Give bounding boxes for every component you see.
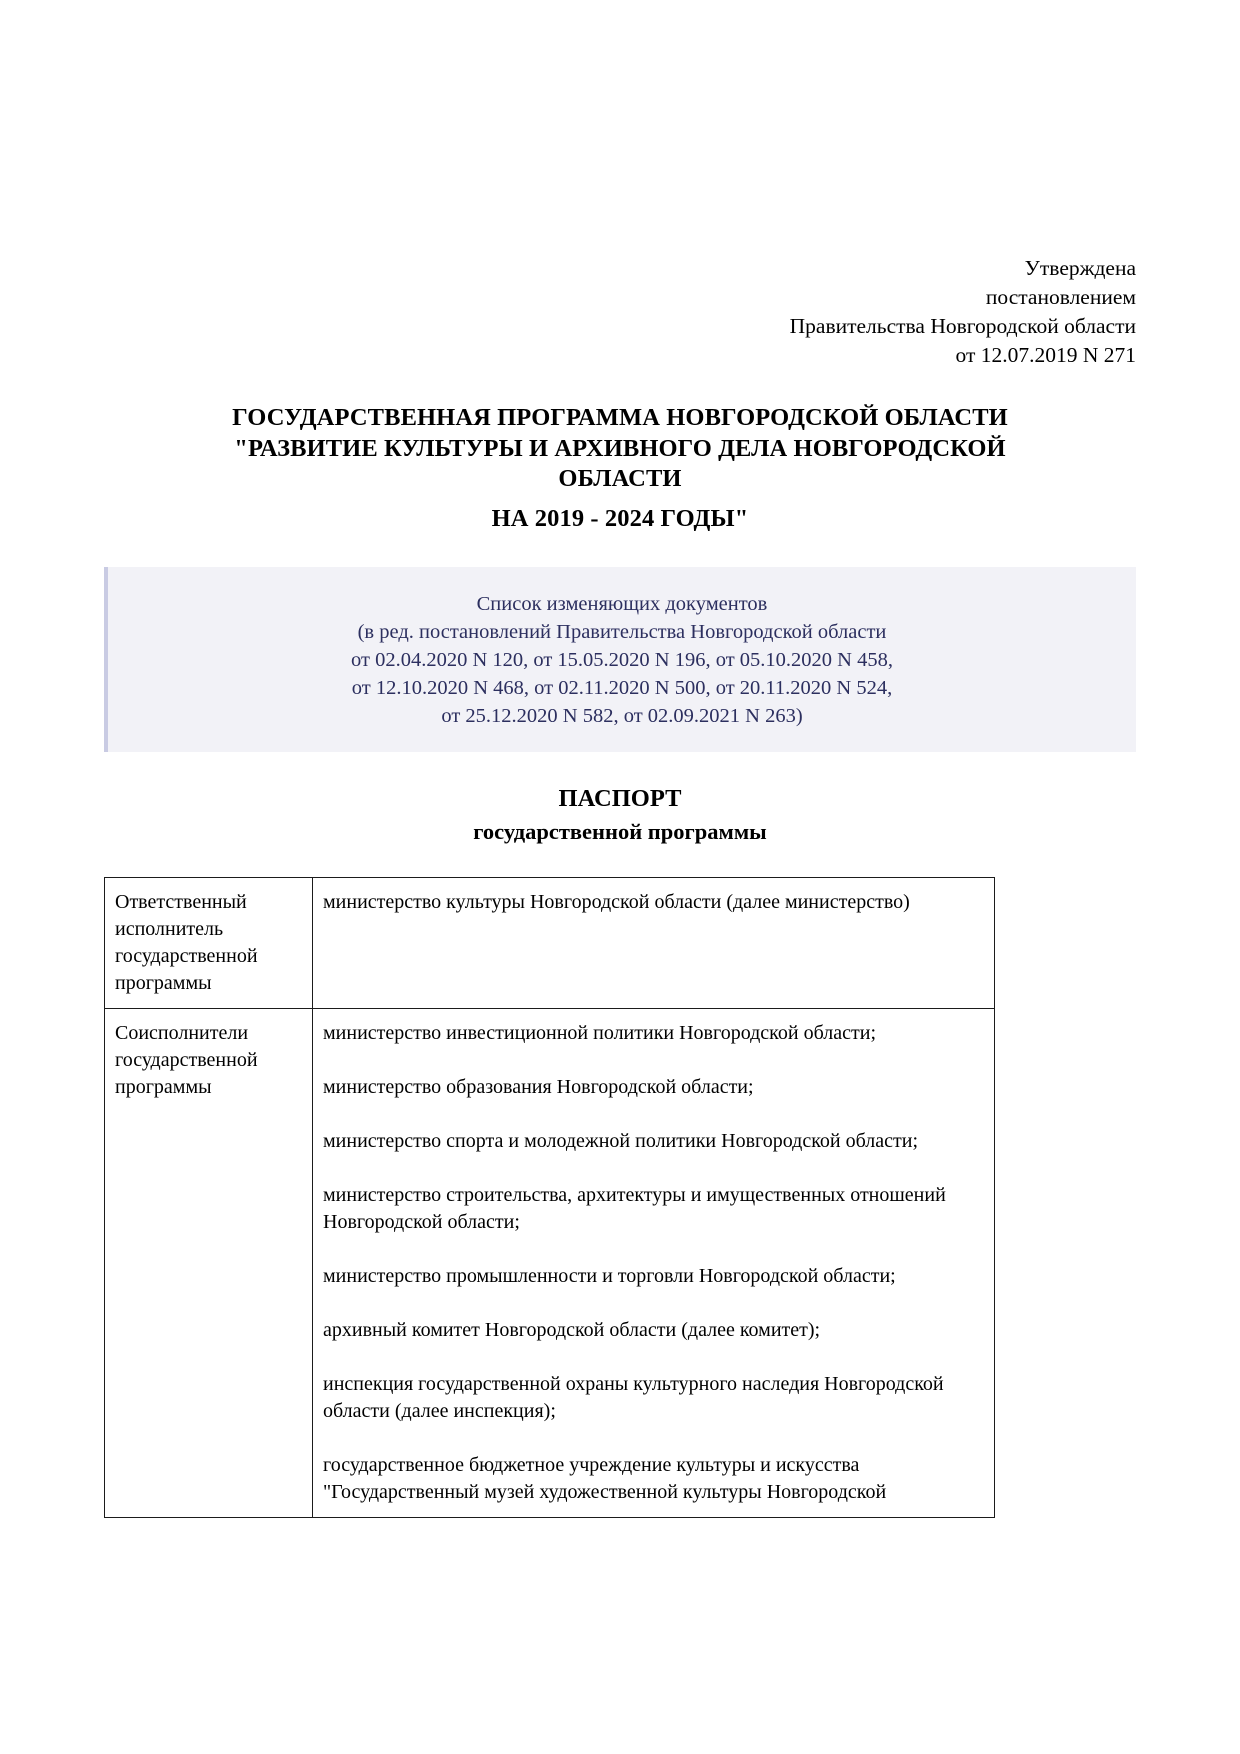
title-line-4: НА 2019 - 2024 ГОДЫ"	[491, 504, 749, 532]
passport-table	[104, 877, 995, 1518]
title-line-1: ГОСУДАРСТВЕННАЯ ПРОГРАММА НОВГОРОДСКОЙ ОБЛАСТИ	[232, 404, 1008, 431]
table-cell-label: Соисполнители государственной программы	[105, 1009, 313, 1518]
table-cell-value	[313, 1009, 995, 1518]
value-paragraph: архивный комитет Новгородской области (далее комитет);	[323, 1319, 821, 1341]
value-paragraph: министерство культуры Новгородской области (далее министерство)	[323, 891, 910, 913]
value-paragraph: государственное бюджетное учреждение культуры и искусства "Государственный музей художественной культуры Новгородской	[323, 1454, 887, 1503]
approval-line-3: Правительства Новгородской области	[789, 314, 1136, 338]
passport-subtitle: государственной программы	[473, 819, 767, 844]
title-line-3: ОБЛАСТИ	[558, 465, 682, 492]
passport-title: ПАСПОРТ	[558, 785, 682, 812]
approval-line-4: от 12.07.2019 N 271	[955, 343, 1136, 367]
approval-line-2: постановлением	[985, 285, 1136, 309]
approval-line-1: Утверждена	[1024, 256, 1136, 280]
value-paragraph: министерство спорта и молодежной политики Новгородской области;	[323, 1130, 919, 1152]
changelog-line-2: от 02.04.2020 N 120, от 15.05.2020 N 196, от 05.10.2020 N 458,	[351, 649, 893, 671]
changelog-line-4: от 25.12.2020 N 582, от 02.09.2021 N 263)	[441, 705, 803, 727]
value-paragraph: министерство образования Новгородской области;	[323, 1076, 754, 1098]
changelog-heading: Список изменяющих документов	[476, 593, 768, 615]
value-paragraph: инспекция государственной охраны культурного наследия Новгородской области (далее инспекция);	[323, 1373, 944, 1422]
page-title	[104, 403, 1136, 534]
value-paragraph: министерство строительства, архитектуры и имущественных отношений Новгородской области;	[323, 1184, 946, 1233]
passport-heading	[104, 782, 1136, 848]
table-row	[105, 878, 995, 1009]
approval-block	[104, 0, 1136, 370]
value-paragraph: министерство инвестиционной политики Новгородской области;	[323, 1022, 876, 1044]
title-line-2: "РАЗВИТИЕ КУЛЬТУРЫ И АРХИВНОГО ДЕЛА НОВГОРОДСКОЙ	[234, 434, 1006, 462]
table-cell-value	[313, 878, 995, 1009]
changelog-box	[104, 567, 1136, 752]
value-paragraph: министерство промышленности и торговли Новгородской области;	[323, 1265, 896, 1287]
table-row	[105, 1009, 995, 1518]
changelog-line-1: (в ред. постановлений Правительства Новгородской области	[357, 621, 887, 643]
changelog-line-3: от 12.10.2020 N 468, от 02.11.2020 N 500, от 20.11.2020 N 524,	[351, 677, 893, 699]
table-cell-label: Ответственный исполнитель государственной программы	[105, 878, 313, 1009]
